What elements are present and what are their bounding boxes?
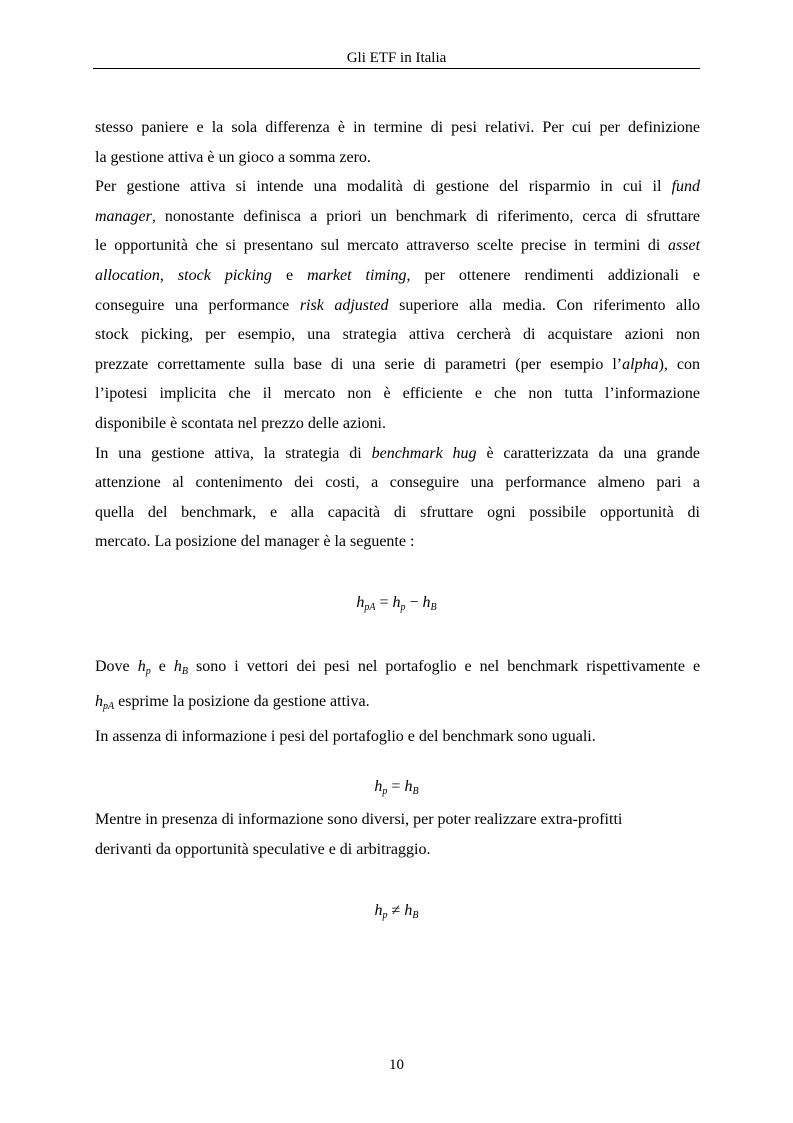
text-line: $h_{pA}$ esprime la posizione da gestione attiva. [95,693,370,712]
body-text [95,113,700,557]
text-line: conseguire una performance risk adjusted superiore alla media. Con riferimento allo [95,296,701,314]
text-line: Per gestione attiva si intende una modalità di gestione del risparmio in cui il fund [95,178,701,196]
text-line: le opportunità che si presentano sul mercato attraverso scelte precise in termini di asset [95,237,701,255]
text-line: prezzate correttamente sulla base di una serie di parametri (per esempio l’alpha), con [95,355,700,373]
text-line: Dove $h_p$ e $h_B$ sono i vettori dei pesi nel portafoglio e nel benchmark rispettivamente e [95,658,701,677]
page-number: 10 [389,1057,404,1073]
text-line: la gestione attiva è un gioco a somma zero. [95,148,371,166]
text-line: mercato. La posizione del manager è la seguente : [95,533,415,551]
header-rule [93,68,700,69]
text-line: allocation, stock picking e market timing, per ottenere rendimenti addizionali e [95,266,701,284]
text-line: In assenza di informazione i pesi del portafoglio e del benchmark sono uguali. [95,728,596,745]
text-line: quella del benchmark, e alla capacità di sfruttare ogni possibile opportunità di [95,503,700,521]
text-line: l’ipotesi implicita che il mercato non è efficiente e che non tutta l’informazione [95,385,700,403]
text-line: stock picking, per esempio, una strategia attiva cercherà di acquistare azioni non [95,326,700,344]
formula-different-weights: $h_p \ne h_B$ [374,902,419,921]
text-line: manager, nonostante definisca a priori un benchmark di riferimento, cerca di sfruttare [95,207,700,225]
formula-active-position: $h_{pA} = h_p - h_B$ [356,594,437,613]
text-line: derivanti da opportunità speculative e di arbitraggio. [95,841,431,858]
paragraph [95,652,700,752]
paragraph [95,805,700,865]
text-line: Mentre in presenza di informazione sono diversi, per poter realizzare extra-profitti [95,811,623,828]
text-line: stesso paniere e la sola differenza è in termine di pesi relativi. Per cui per definizione [95,119,700,136]
text-line: In una gestione attiva, la strategia di benchmark hug è caratterizzata da una grande [95,444,701,462]
formula-equal-weights: $h_p = h_B$ [374,778,419,797]
text-line: attenzione al contenimento dei costi, a conseguire una performance almeno pari a [95,474,700,492]
text-line: disponibile è scontata nel prezzo delle azioni. [95,414,386,432]
running-header: Gli ETF in Italia [346,50,447,66]
